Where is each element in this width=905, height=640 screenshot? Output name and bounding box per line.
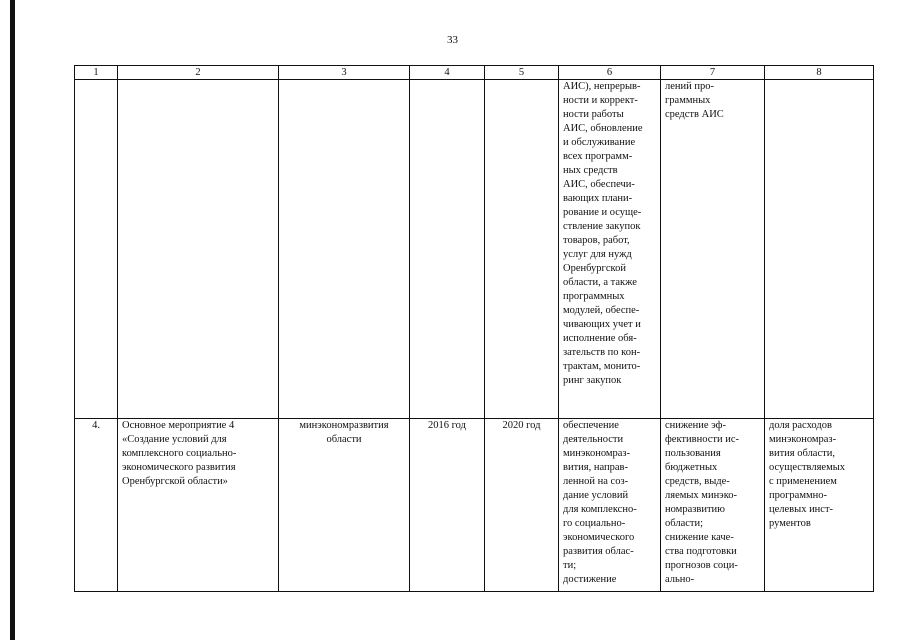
activity-text: Основное мероприятие 4 «Создание условий для комплексного социально- экономического развития Оренбургской области»	[122, 420, 237, 487]
indicator-cell	[765, 419, 874, 592]
table-header-row	[75, 66, 874, 80]
column-header: 8	[765, 66, 874, 80]
activities-table	[74, 65, 874, 592]
column-header: 3	[279, 66, 410, 80]
end-year-cell	[485, 419, 559, 592]
start-year: 2016 год	[428, 420, 466, 431]
table-cell	[75, 80, 118, 419]
executor-text: минэкономразвития области	[299, 420, 389, 445]
column-header: 4	[410, 66, 485, 80]
table-row-continued	[75, 80, 874, 419]
table-cell	[279, 80, 410, 419]
indicator-text: доля расходов минэкономраз- вития области, осуществляемых с применением программно- целевых инст- рументов	[769, 420, 846, 529]
table-cell	[410, 80, 485, 419]
start-year-cell	[410, 419, 485, 592]
result-text: АИС), непрерыв- ности и коррект- ности работы АИС, обновление и обслуживание всех программ- ных средств АИС, обеспечи- вающих плани- рование и осуще- ствление закупок товаров, работ, услуг для нужд Оренбургской области, а также программных модулей, обеспе- чивающих учет и исполнение обя- зательств по кон- трактам, монито- ринг закупок	[563, 81, 643, 386]
table-row-activity-4	[75, 419, 874, 592]
column-header: 6	[559, 66, 661, 80]
consequences-text: лений про- граммных средств АИС	[665, 81, 724, 120]
executor-cell	[279, 419, 410, 592]
consequences-cell	[661, 419, 765, 592]
consequences-text: снижение эф- фективности ис- пользования бюджетных средств, выде- ляемых минэко- номразвитию области; снижение каче- ства подготовки прогнозов соци- ально-	[665, 420, 739, 585]
scan-edge-bar	[10, 0, 15, 640]
column-header: 7	[661, 66, 765, 80]
result-text: обеспечение деятельности минэкономраз- вития, направ- ленной на соз- дание условий для комплексно- го социально- экономического развития облас- ти; достижение	[563, 420, 637, 585]
column-header: 5	[485, 66, 559, 80]
consequences-cell	[661, 80, 765, 419]
table-cell	[118, 80, 279, 419]
result-cell	[559, 80, 661, 419]
page-number: 33	[447, 34, 458, 46]
row-number-cell	[75, 419, 118, 592]
row-number: 4.	[92, 420, 100, 431]
column-header: 2	[118, 66, 279, 80]
result-cell	[559, 419, 661, 592]
end-year: 2020 год	[502, 420, 541, 431]
column-header: 1	[75, 66, 118, 80]
table-cell	[765, 80, 874, 419]
activity-cell	[118, 419, 279, 592]
table-cell	[485, 80, 559, 419]
